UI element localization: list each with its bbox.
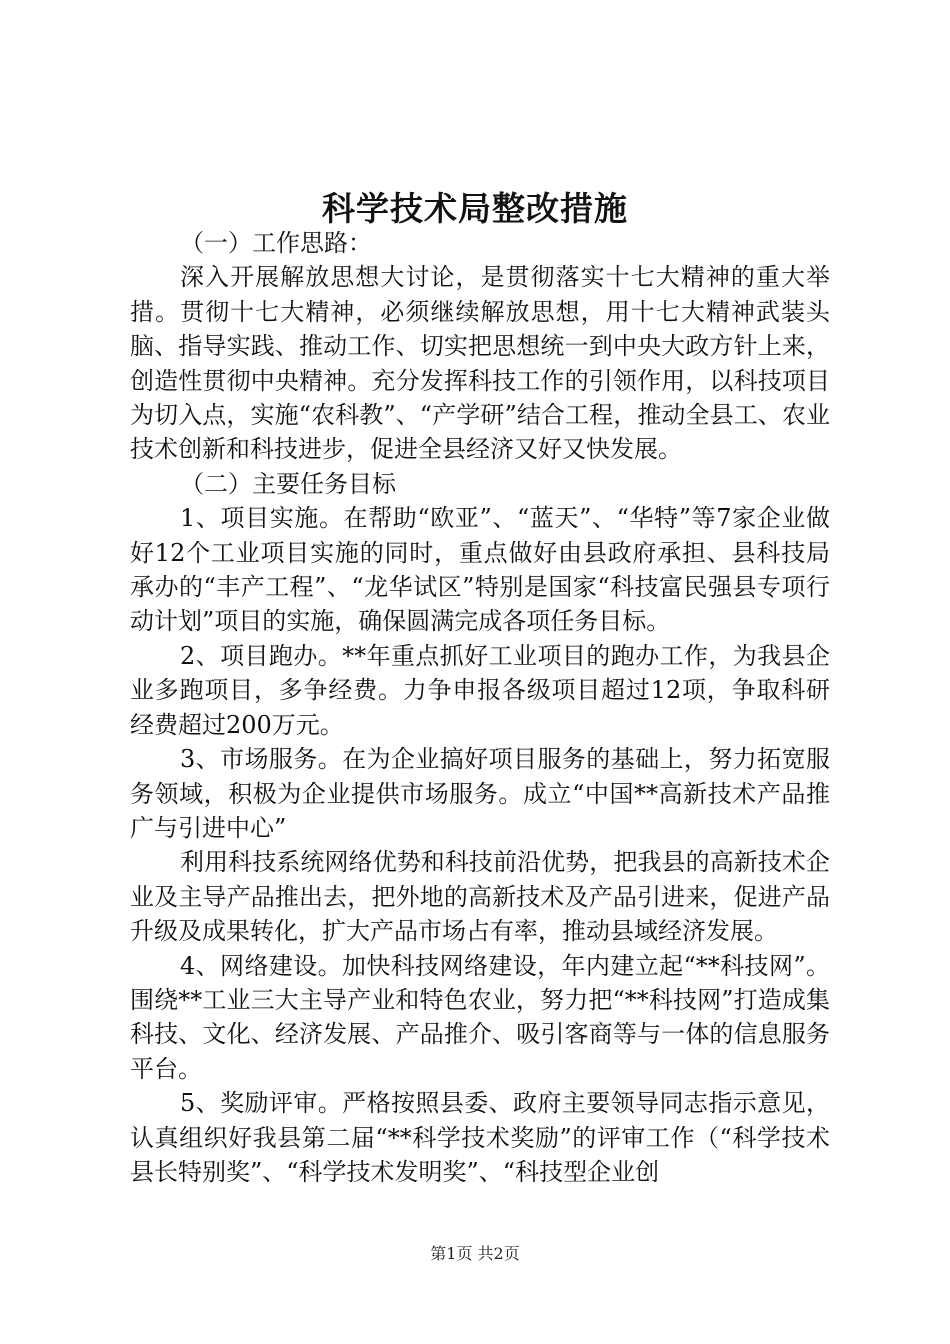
section-heading-work-approach: （一）工作思路： (180, 229, 372, 257)
paragraph-award-review: 5、奖励评审。严格按照县委、政府主要领导同志指示意见，认真组织好我县第二届“**科学技术奖励”的评审工作（“科学技术县长特别奖”、“科学技术发明奖”、“科技型企业创 (130, 1089, 830, 1186)
paragraph-network-construction: 4、网络建设。加快科技网络建设，年内建立起“**科技网”。围绕**工业三大主导产业和特色农业，努力把“**科技网”打造成集科技、文化、经济发展、产品推介、吸引客商等与一体的信息服务平台。 (130, 951, 830, 1083)
page-number-footer: 第1页 共2页 (430, 1244, 520, 1263)
document-body (130, 226, 830, 1189)
section-heading-main-targets: （二）主要任务目标 (180, 469, 396, 498)
paragraph-project-application: 2、项目跑办。**年重点抓好工业项目的跑办工作，为我县企业多跑项目，多争经费。力争申报各级项目超过12项，争取科研经费超过200万元。 (130, 641, 830, 739)
paragraph-project-implementation: 1、项目实施。在帮助“欧亚”、“蓝天”、“华特”等7家企业做好12个工业项目实施的同时，重点做好由县政府承担、县科技局承办的“丰产工程”、“龙华试区”特别是国家“科技富民强县专项行动计划”项目的实施，确保圆满完成各项任务目标。 (130, 504, 830, 636)
paragraph-network-advantage: 利用科技系统网络优势和科技前沿优势，把我县的高新技术企业及主导产品推出去，把外地的高新技术及产品引进来，促进产品升级及成果转化，扩大产品市场占有率，推动县域经济发展。 (130, 848, 830, 946)
paragraph-market-service: 3、市场服务。在为企业搞好项目服务的基础上，努力拓宽服务领域，积极为企业提供市场服务。成立“中国**高新技术产品推广与引进中心” (130, 745, 830, 842)
paragraph-work-approach: 深入开展解放思想大讨论，是贯彻落实十七大精神的重大举措。贯彻十七大精神，必须继续解放思想，用十七大精神武装头脑、指导实践、推动工作、切实把思想统一到中央大政方针上来，创造性贯彻中央精神。充分发挥科技工作的引领作用，以科技项目为切入点，实施“农科教”、“产学研”结合工程，推动全县工、农业技术创新和科技进步，促进全县经济又好又快发展。 (130, 263, 830, 464)
document-title: 科学技术局整改措施 (322, 189, 628, 228)
